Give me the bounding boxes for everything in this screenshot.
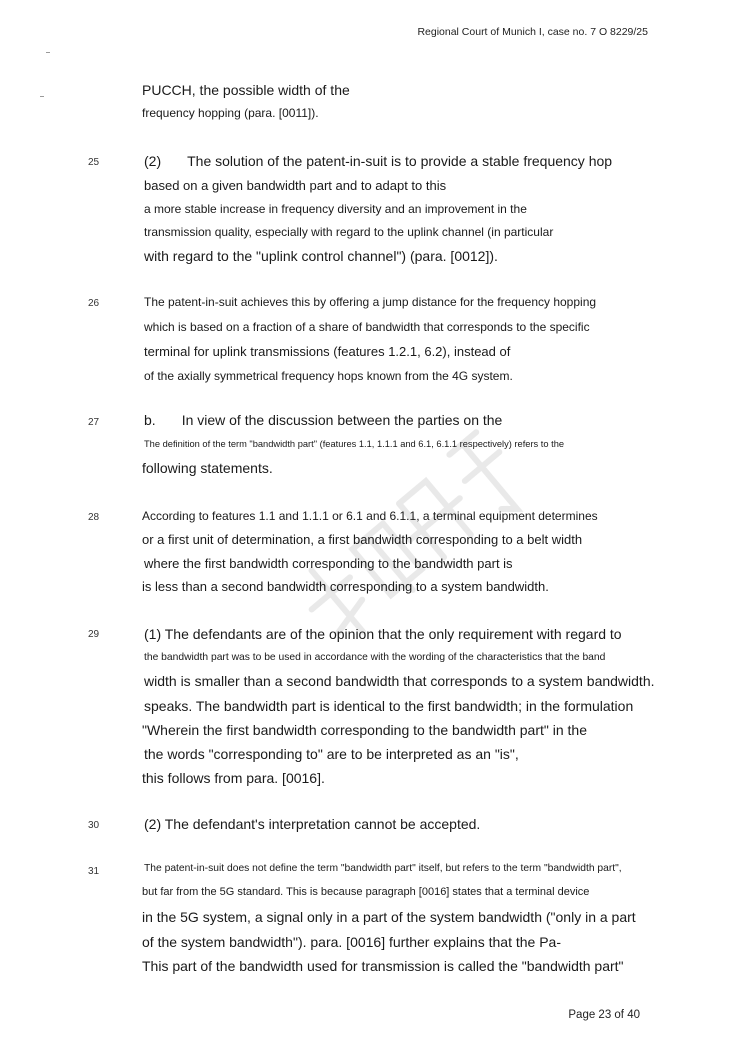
para31-line: of the system bandwidth"). para. [0016] further explains that the Pa- <box>142 934 561 950</box>
para27-line-1 <box>144 412 502 428</box>
para29-line: width is smaller than a second bandwidth that corresponds to a system bandwidth. <box>144 673 655 689</box>
para31-line: This part of the bandwidth used for transmission is called the "bandwidth part" <box>142 958 624 974</box>
para27-line: The definition of the term "bandwidth part" (features 1.1, 1.1.1 and 6.1, 6.1.1 respectively) refers to the <box>144 439 565 449</box>
para25-line: transmission quality, especially with regard to the uplink channel (in particular <box>144 225 554 239</box>
para26-line: The patent-in-suit achieves this by offering a jump distance for the frequency hopping <box>144 295 597 309</box>
paragraph-number: 29 <box>88 629 100 640</box>
para30-line: (2) The defendant's interpretation cannot be accepted. <box>144 816 481 832</box>
para25-marker: (2) <box>144 153 162 169</box>
scan-mark <box>40 96 44 97</box>
para29-line: this follows from para. [0016]. <box>142 770 325 786</box>
para26-line: which is based on a fraction of a share of bandwidth that corresponds to the specific <box>144 320 590 334</box>
para29-line: the words "corresponding to" are to be interpreted as an "is", <box>144 746 519 762</box>
paragraph-number: 31 <box>88 866 100 877</box>
paragraph-number: 26 <box>88 298 100 309</box>
para29-line: (1) The defendants are of the opinion that the only requirement with regard to <box>144 626 622 642</box>
para25-text: The solution of the patent-in-suit is to provide a stable frequency hop <box>187 153 613 169</box>
para25-line: based on a given bandwidth part and to adapt to this <box>144 178 447 193</box>
para31-line: The patent-in-suit does not define the term "bandwidth part" itself, but refers to the term "bandwidth part", <box>144 863 622 874</box>
para26-line: of the axially symmetrical frequency hops known from the 4G system. <box>144 369 513 383</box>
scan-mark <box>46 52 50 53</box>
para28-line: or a first unit of determination, a first bandwidth corresponding to a belt width <box>142 532 583 547</box>
para29-line: "Wherein the first bandwidth corresponding to the bandwidth part" in the <box>142 722 587 738</box>
para31-line: in the 5G system, a signal only in a part of the system bandwidth ("only in a part <box>142 909 636 925</box>
para25-line-1 <box>144 153 612 169</box>
para25-line: with regard to the "uplink control channel") (para. [0012]). <box>144 248 498 264</box>
para27-line: following statements. <box>142 460 273 476</box>
para28-line: is less than a second bandwidth corresponding to a system bandwidth. <box>142 579 549 594</box>
para26-line: terminal for uplink transmissions (features 1.2.1, 6.2), instead of <box>144 344 511 359</box>
intro-line: frequency hopping (para. [0011]). <box>142 106 319 120</box>
intro-line: PUCCH, the possible width of the <box>142 82 350 98</box>
paragraph-number: 28 <box>88 512 100 523</box>
paragraph-number: 27 <box>88 417 100 428</box>
para28-line: where the first bandwidth corresponding to the bandwidth part is <box>144 556 513 571</box>
para28-line: According to features 1.1 and 1.1.1 or 6.1 and 6.1.1, a terminal equipment determines <box>142 509 598 523</box>
case-reference-header: Regional Court of Munich I, case no. 7 O 8229/25 <box>417 26 648 38</box>
para29-line: speaks. The bandwidth part is identical to the first bandwidth; in the formulation <box>144 698 634 714</box>
para27-text: In view of the discussion between the parties on the <box>181 412 503 428</box>
paragraph-number: 25 <box>88 157 100 168</box>
para27-marker: b. <box>144 412 156 428</box>
para31-line: but far from the 5G standard. This is because paragraph [0016] states that a terminal device <box>142 886 590 898</box>
para29-line: the bandwidth part was to be used in accordance with the wording of the characteristics that the band <box>144 652 606 663</box>
paragraph-number: 30 <box>88 820 100 831</box>
para25-line: a more stable increase in frequency diversity and an improvement in the <box>144 202 527 216</box>
page-number-footer: Page 23 of 40 <box>568 1009 640 1021</box>
